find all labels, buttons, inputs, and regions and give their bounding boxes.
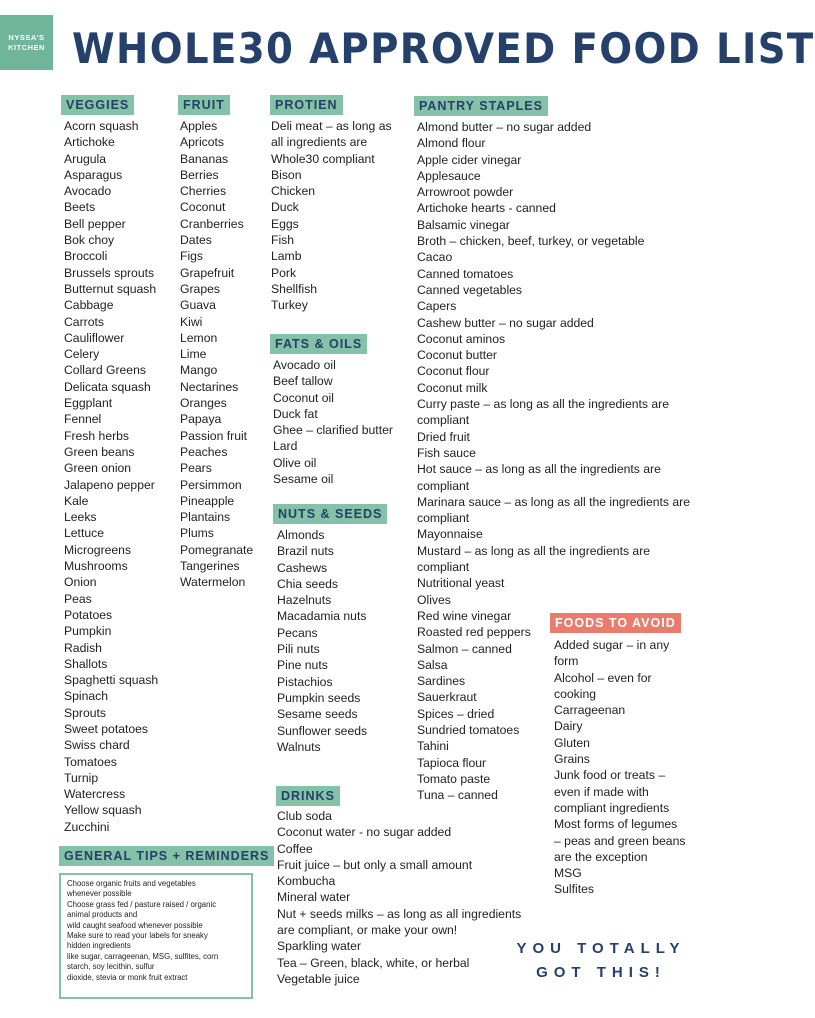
avoid-item: even if made with	[554, 784, 649, 799]
fruit-item: Cranberries	[180, 216, 244, 231]
pantry-item: Salsa	[417, 657, 448, 672]
pantry-item: Sauerkraut	[417, 690, 477, 705]
logo-line-1: NYSSA'S	[8, 32, 45, 42]
avoid-heading: FOODS TO AVOID	[550, 613, 681, 633]
drinks-item: Club soda	[277, 809, 332, 823]
closing-line-1: YOU TOTALLY	[516, 940, 686, 957]
pantry-item: Tapioca flour	[417, 755, 487, 770]
veggies-item: Arugula	[64, 151, 107, 166]
protein-item: Bison	[271, 167, 302, 182]
pantry-item: Tuna – canned	[417, 788, 498, 803]
veggies-item: Pumpkin	[64, 624, 112, 639]
pantry-item: Coconut flour	[417, 364, 490, 379]
fruit-item: Grapes	[180, 281, 220, 296]
veggies-item: Peas	[64, 591, 92, 606]
avoid-item: Grains	[554, 752, 590, 767]
veggies-item: Radish	[64, 640, 102, 655]
veggies-item: Artichoke	[64, 135, 115, 150]
pantry-item: Arrowroot powder	[417, 185, 514, 200]
avoid-item: compliant ingredients	[554, 800, 670, 815]
pantry-item: Coconut butter	[417, 348, 497, 363]
drinks-item: Kombucha	[277, 874, 336, 889]
drinks-heading: DRINKS	[276, 786, 340, 806]
veggies-item: Carrots	[64, 314, 104, 329]
veggies-item: Zucchini	[64, 819, 110, 834]
closing-line-2: GOT THIS!	[536, 964, 666, 981]
avoid-item: Alcohol – even for	[554, 670, 652, 685]
nuts-item: Pistachios	[277, 674, 333, 689]
pantry-item: Dried fruit	[417, 429, 470, 444]
nuts-item: Brazil nuts	[277, 544, 334, 559]
veggies-item: Bell pepper	[64, 216, 126, 231]
fruit-item: Cherries	[180, 184, 227, 199]
veggies-item: Eggplant	[64, 396, 113, 411]
fruit-item: Bananas	[180, 151, 229, 166]
nuts-item: Macadamia nuts	[277, 609, 367, 624]
avoid-item: cooking	[554, 686, 597, 701]
protein-item: Duck	[271, 200, 299, 215]
veggies-item: Cauliflower	[64, 330, 125, 345]
fruit-item: Plantains	[180, 510, 231, 525]
pantry-item: Spices – dried	[417, 706, 495, 721]
logo	[0, 15, 53, 70]
avoid-item: Most forms of legumes	[554, 817, 678, 832]
fats-item: Beef tallow	[273, 374, 333, 389]
veggies-item: Microgreens	[64, 542, 132, 557]
nuts-list	[277, 527, 367, 755]
pantry-item: Salmon – canned	[417, 641, 512, 656]
fruit-item: Nectarines	[180, 379, 239, 394]
avoid-item: Added sugar – in any	[554, 638, 670, 652]
veggies-item: Tomatoes	[64, 754, 117, 769]
fruit-item: Papaya	[180, 412, 222, 427]
pantry-item: Cacao	[417, 250, 453, 265]
veggies-item: Celery	[64, 347, 100, 362]
tips-item: starch, soy lecithin, sulfur	[67, 962, 155, 972]
pantry-item: Almond butter – no sugar added	[417, 120, 592, 134]
fruit-item: Pineapple	[180, 493, 235, 508]
fruit-item: Lemon	[180, 330, 218, 345]
veggies-item: Brussels sprouts	[64, 265, 155, 280]
pantry-item: Sundried tomatoes	[417, 722, 520, 737]
fruit-item: Lime	[180, 347, 207, 362]
pantry-item: Coconut milk	[417, 380, 488, 395]
drinks-item: Fruit juice – but only a small amount	[277, 857, 473, 872]
nuts-item: Hazelnuts	[277, 593, 332, 608]
protein-item: Whole30 compliant	[271, 151, 375, 166]
pantry-item: Coconut aminos	[417, 331, 506, 346]
nuts-item: Chia seeds	[277, 576, 338, 591]
pantry-item: Cashew butter – no sugar added	[417, 315, 594, 330]
drinks-item: Tea – Green, black, white, or herbal	[277, 955, 470, 970]
veggies-item: Lettuce	[64, 526, 104, 541]
veggies-item: Collard Greens	[64, 363, 146, 378]
fruit-item: Mango	[180, 363, 218, 378]
protein-item: Chicken	[271, 184, 316, 199]
avoid-item: Gluten	[554, 735, 590, 750]
avoid-item: – peas and green beans	[554, 833, 686, 848]
drinks-item: Mineral water	[277, 890, 351, 905]
avoid-item: are the exception	[554, 849, 648, 864]
fruit-item: Dates	[180, 233, 212, 248]
pantry-item: Marinara sauce – as long as all the ingredients are	[417, 494, 691, 509]
pantry-item: Canned tomatoes	[417, 266, 514, 281]
veggies-item: Sprouts	[64, 705, 107, 720]
veggies-item: Jalapeno pepper	[64, 477, 155, 492]
tips-item: animal products and	[67, 910, 138, 920]
tips-box	[59, 873, 253, 999]
fats-item: Avocado oil	[273, 358, 336, 372]
fruit-item: Plums	[180, 526, 214, 541]
veggies-item: Bok choy	[64, 233, 115, 248]
fruit-item: Pomegranate	[180, 542, 254, 557]
pantry-item: Applesauce	[417, 168, 481, 183]
drinks-item: are compliant, or make your own!	[277, 923, 458, 938]
protein-item: Deli meat – as long as	[271, 119, 392, 133]
fruit-item: Persimmon	[180, 477, 242, 492]
veggies-item: Broccoli	[64, 249, 108, 264]
fruit-item: Tangerines	[180, 559, 240, 574]
pantry-item: compliant	[417, 478, 470, 493]
pantry-item: Curry paste – as long as all the ingredients are	[417, 397, 670, 412]
pantry-item: Tomato paste	[417, 771, 491, 786]
tips-item: Choose grass fed / pasture raised / organic	[67, 899, 217, 909]
nuts-item: Sunflower seeds	[277, 723, 368, 738]
fruit-item: Guava	[180, 298, 216, 313]
tips-item: like sugar, carrageenan, MSG, sulfites, corn	[67, 951, 219, 961]
drinks-item: Coconut water - no sugar added	[277, 825, 452, 840]
protein-list	[271, 118, 392, 314]
fruit-item: Oranges	[180, 396, 227, 411]
tips-item: Choose organic fruits and vegetables	[67, 879, 196, 888]
veggies-item: Green beans	[64, 444, 135, 459]
veggies-item: Watercress	[64, 787, 126, 802]
tips-heading: GENERAL TIPS + REMINDERS	[59, 846, 274, 866]
logo-line-2: KITCHEN	[8, 42, 45, 52]
pantry-item: Balsamic vinegar	[417, 217, 510, 232]
nuts-item: Pine nuts	[277, 658, 328, 673]
veggies-item: Sweet potatoes	[64, 721, 149, 736]
veggies-item: Onion	[64, 575, 97, 590]
drinks-item: Sparkling water	[277, 939, 361, 954]
tips-item: whenever possible	[67, 889, 132, 899]
fruit-item: Coconut	[180, 200, 226, 215]
tips-item: dioxide, stevia or monk fruit extract	[67, 972, 188, 982]
pantry-item: Olives	[417, 592, 451, 607]
fats-item: Ghee – clarified butter	[273, 423, 393, 438]
fruit-list	[180, 118, 253, 591]
protein-item: Turkey	[271, 298, 308, 313]
pantry-item: Mayonnaise	[417, 527, 483, 542]
fruit-item: Figs	[180, 249, 204, 264]
fruit-item: Apples	[180, 119, 218, 133]
nuts-item: Walnuts	[277, 739, 321, 754]
protein-item: all ingredients are	[271, 135, 368, 150]
fruit-item: Grapefruit	[180, 265, 235, 280]
avoid-item: Carrageenan	[554, 703, 626, 718]
nuts-item: Almonds	[277, 528, 325, 542]
pantry-item: Canned vegetables	[417, 282, 523, 297]
veggies-item: Kale	[64, 493, 89, 508]
drinks-item: Vegetable juice	[277, 971, 360, 986]
protein-item: Lamb	[271, 249, 302, 264]
veggies-item: Yellow squash	[64, 803, 142, 818]
protein-item: Eggs	[271, 216, 299, 231]
pantry-item: Almond flour	[417, 136, 486, 151]
veggies-item: Cabbage	[64, 298, 114, 313]
veggies-heading: VEGGIES	[61, 95, 134, 115]
pantry-item: compliant	[417, 560, 470, 575]
nuts-heading: NUTS & SEEDS	[273, 504, 387, 524]
protein-heading: PROTIEN	[270, 95, 343, 115]
pantry-item: Hot sauce – as long as all the ingredients are	[417, 462, 661, 477]
avoid-item: form	[554, 654, 579, 669]
veggies-item: Spinach	[64, 689, 109, 704]
nuts-item: Pili nuts	[277, 642, 320, 657]
drinks-item: Coffee	[277, 841, 313, 856]
veggies-list	[64, 118, 158, 835]
veggies-item: Fresh herbs	[64, 428, 130, 443]
fruit-item: Berries	[180, 167, 219, 182]
nuts-item: Cashews	[277, 560, 328, 575]
veggies-item: Delicata squash	[64, 379, 151, 394]
veggies-item: Avocado	[64, 184, 112, 199]
fruit-item: Apricots	[180, 135, 225, 150]
fruit-item: Pears	[180, 461, 212, 476]
nuts-item: Pecans	[277, 625, 318, 640]
tips-item: Make sure to read your labels for sneaky	[67, 931, 208, 941]
fruit-heading: FRUIT	[178, 95, 230, 115]
fats-item: Coconut oil	[273, 390, 334, 405]
nuts-item: Pumpkin seeds	[277, 690, 361, 705]
veggies-item: Mushrooms	[64, 559, 128, 574]
veggies-item: Shallots	[64, 656, 108, 671]
veggies-item: Asparagus	[64, 167, 123, 182]
pantry-item: Capers	[417, 299, 457, 314]
veggies-item: Acorn squash	[64, 119, 139, 133]
pantry-item: Roasted red peppers	[417, 625, 531, 640]
avoid-item: Junk food or treats –	[554, 768, 666, 783]
tips-item: hidden ingredients	[67, 941, 131, 951]
avoid-list	[554, 637, 685, 898]
fats-heading: FATS & OILS	[270, 334, 367, 354]
protein-item: Fish	[271, 233, 295, 248]
fats-item: Olive oil	[273, 455, 317, 470]
fats-item: Duck fat	[273, 406, 318, 421]
pantry-item: Broth – chicken, beef, turkey, or vegetable	[417, 234, 645, 249]
veggies-item: Swiss chard	[64, 738, 130, 753]
nuts-item: Sesame seeds	[277, 707, 358, 722]
avoid-item: MSG	[554, 866, 582, 881]
pantry-heading: PANTRY STAPLES	[414, 96, 548, 116]
veggies-item: Potatoes	[64, 607, 113, 622]
pantry-item: Red wine vinegar	[417, 608, 512, 623]
protein-item: Pork	[271, 265, 297, 280]
pantry-item: Mustard – as long as all the ingredients are	[417, 543, 651, 558]
page-title: WHOLE30 APPROVED FOOD LIST	[72, 24, 815, 73]
fats-list	[273, 357, 393, 487]
drinks-list	[277, 808, 521, 987]
fruit-item: Watermelon	[180, 575, 246, 590]
closing-message	[508, 937, 694, 985]
pantry-item: Tahini	[417, 739, 449, 754]
veggies-item: Butternut squash	[64, 281, 157, 296]
fruit-item: Kiwi	[180, 314, 203, 329]
pantry-item: Nutritional yeast	[417, 576, 505, 591]
avoid-item: Sulfites	[554, 882, 594, 897]
pantry-item: Sardines	[417, 674, 466, 689]
tips-item: wild caught seafood whenever possible	[67, 920, 203, 930]
protein-item: Shellfish	[271, 281, 318, 296]
fats-item: Lard	[273, 439, 298, 454]
pantry-item: Fish sauce	[417, 445, 476, 460]
veggies-item: Green onion	[64, 461, 132, 476]
pantry-item: Apple cider vinegar	[417, 152, 522, 167]
avoid-item: Dairy	[554, 719, 583, 734]
fruit-item: Passion fruit	[180, 428, 248, 443]
pantry-item: compliant	[417, 511, 470, 526]
pantry-item: Artichoke hearts - canned	[417, 201, 556, 216]
tips-list	[67, 879, 245, 983]
veggies-item: Turnip	[64, 770, 99, 785]
fats-item: Sesame oil	[273, 472, 334, 487]
veggies-item: Spaghetti squash	[64, 673, 159, 688]
veggies-item: Leeks	[64, 510, 97, 525]
fruit-item: Peaches	[180, 444, 228, 459]
drinks-item: Nut + seeds milks – as long as all ingredients	[277, 906, 522, 921]
veggies-item: Fennel	[64, 412, 102, 427]
veggies-item: Beets	[64, 200, 96, 215]
pantry-item: compliant	[417, 413, 470, 428]
